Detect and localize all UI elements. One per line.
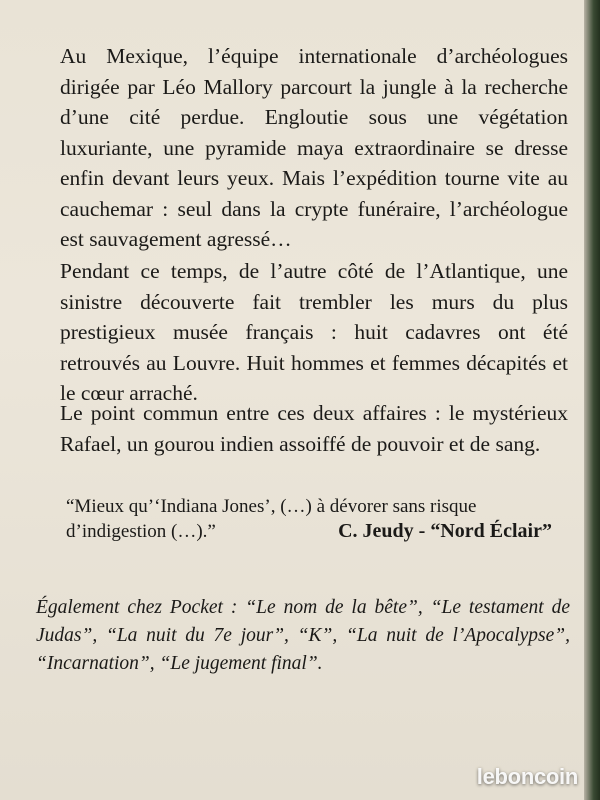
- leboncoin-watermark: leboncoin: [476, 764, 578, 789]
- also-available-list: Également chez Pocket : “Le nom de la bête”, “Le testament de Judas”, “La nuit du 7e jour”, “K”, “La nuit de l’Apocalypse”, “Incarnation”, “Le jugement final”.: [36, 597, 570, 674]
- blurb-paragraph-1: Au Mexique, l’équipe internationale d’archéologues dirigée par Léo Mallory parcourt la jungle à la recherche d’une cité perdue. Engloutie sous une végétation luxuriante, une pyramide maya extraordinaire se dresse enfin devant leurs yeux. Mais l’expédition tourne vite au cauchemar : seul dans la crypte funéraire, l’archéologue est sauvagement agressé…: [60, 44, 568, 251]
- blurb-paragraph-2: Pendant ce temps, de l’autre côté de l’Atlantique, une sinistre découverte fait trembler les murs du plus prestigieux musée français : huit cadavres ont été retrouvés au Louvre. Huit hommes et femmes décapités et le cœur arraché.: [60, 259, 568, 405]
- press-quote-attribution: C. Jeudy - “Nord Éclair”: [338, 520, 552, 542]
- book-edge: [584, 0, 600, 800]
- press-quote: “Mieux qu’‘Indiana Jones’, (…) à dévorer sans risque d’indigestion (…).”: [66, 496, 477, 542]
- blurb-paragraph-3: Le point commun entre ces deux affaires : le mystérieux Rafael, un gourou indien assoiffé de pouvoir et de sang.: [60, 401, 568, 456]
